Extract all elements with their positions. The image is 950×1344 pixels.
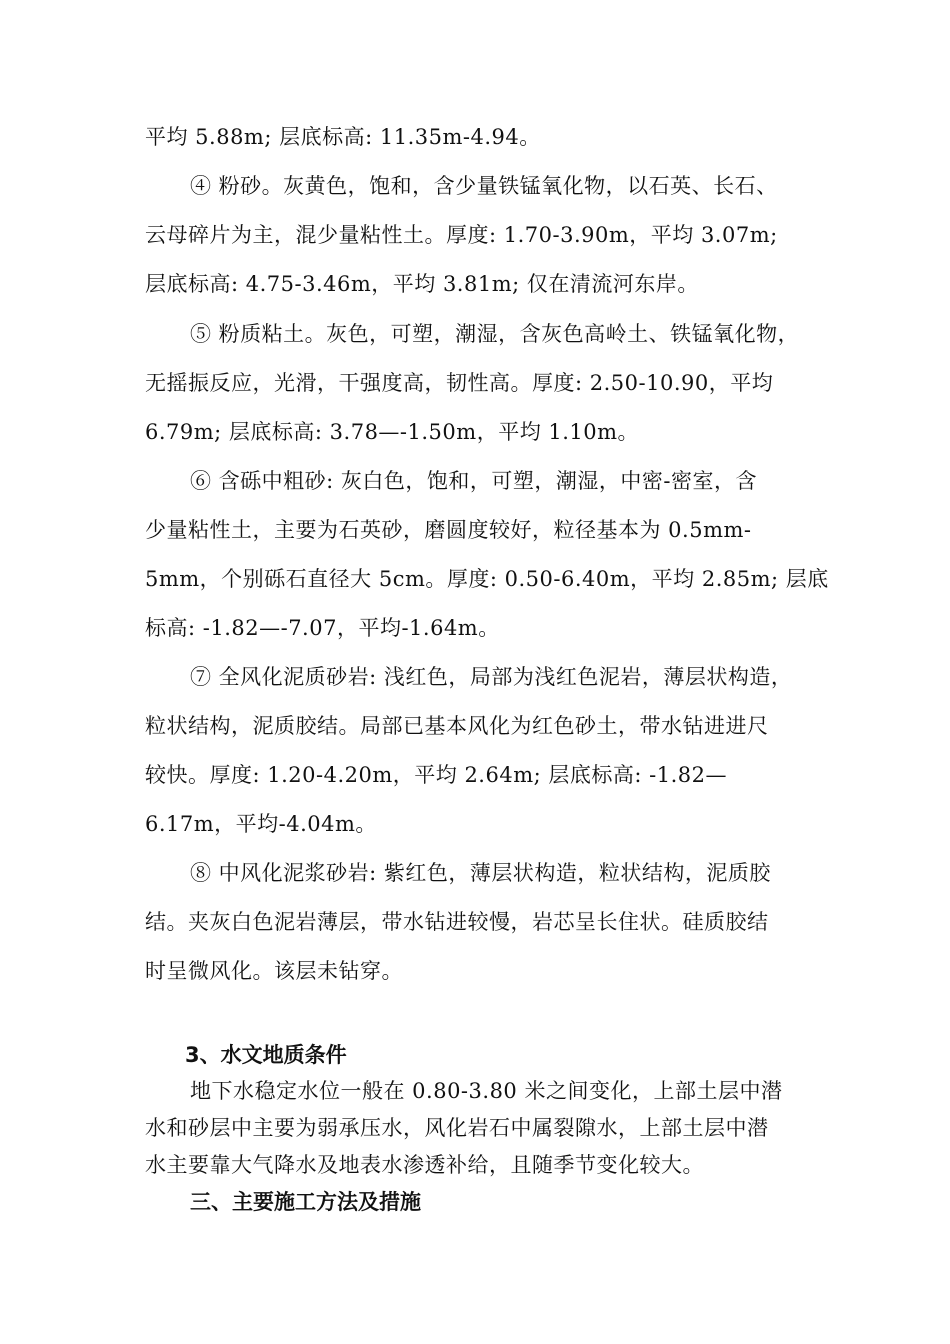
text-line: 少量粘性土，主要为石英砂，磨圆度较好，粒径基本为 0.5mm- [145,518,752,542]
text-line: 6.79m; 层底标高: 3.78—-1.50m，平均 1.10m。 [145,420,640,444]
text-line: 粒状结构，泥质胶结。局部已基本风化为红色砂土，带水钻进进尺 [145,714,769,738]
text-line: 时呈微风化。该层未钻穿。 [145,959,403,983]
text-line: 结。夹灰白色泥岩薄层，带水钻进较慢，岩芯呈长住状。硅质胶结 [145,910,769,934]
text-line: 云母碎片为主，混少量粘性土。厚度: 1.70-3.90m，平均 3.07m; [145,223,778,247]
text-line: 6.17m，平均-4.04m。 [145,812,377,836]
text-line: ⑦ 全风化泥质砂岩: 浅红色，局部为浅红色泥岩，薄层状构造， [190,665,793,689]
text-line: 地下水稳定水位一般在 0.80-3.80 米之间变化，上部土层中潜 [190,1079,783,1103]
text-line: 5mm，个别砾石直径大 5cm。厚度: 0.50-6.40m，平均 2.85m; 层底 [145,567,829,591]
text-line: 无摇振反应，光滑，干强度高，韧性高。厚度: 2.50-10.90，平均 [145,371,774,395]
text-line: ④ 粉砂。灰黄色，饱和，含少量铁锰氧化物，以石英、长石、 [190,174,778,198]
text-line: ⑤ 粉质粘土。灰色，可塑，潮湿，含灰色高岭土、铁锰氧化物， [190,322,800,346]
text-line: 平均 5.88m; 层底标高: 11.35m-4.94。 [145,125,541,149]
text-line: 较快。厚度: 1.20-4.20m，平均 2.64m; 层底标高: -1.82— [145,763,727,787]
text-line: 层底标高: 4.75-3.46m，平均 3.81m; 仅在清流河东岸。 [145,272,699,296]
text-line: ⑧ 中风化泥浆砂岩: 紫红色，薄层状构造，粒状结构，泥质胶 [190,861,771,885]
text-line: 水主要靠大气降水及地表水渗透补给，且随季节变化较大。 [145,1153,704,1177]
text-line: 标高: -1.82—-7.07，平均-1.64m。 [145,616,500,640]
chapter-heading: 三、主要施工方法及措施 [190,1190,421,1214]
text-line: 水和砂层中主要为弱承压水，风化岩石中属裂隙水，上部土层中潜 [145,1116,769,1140]
text-line: ⑥ 含砾中粗砂: 灰白色，饱和，可塑，潮湿，中密-密室，含 [190,469,758,493]
section-heading: 3、水文地质条件 [185,1043,347,1067]
